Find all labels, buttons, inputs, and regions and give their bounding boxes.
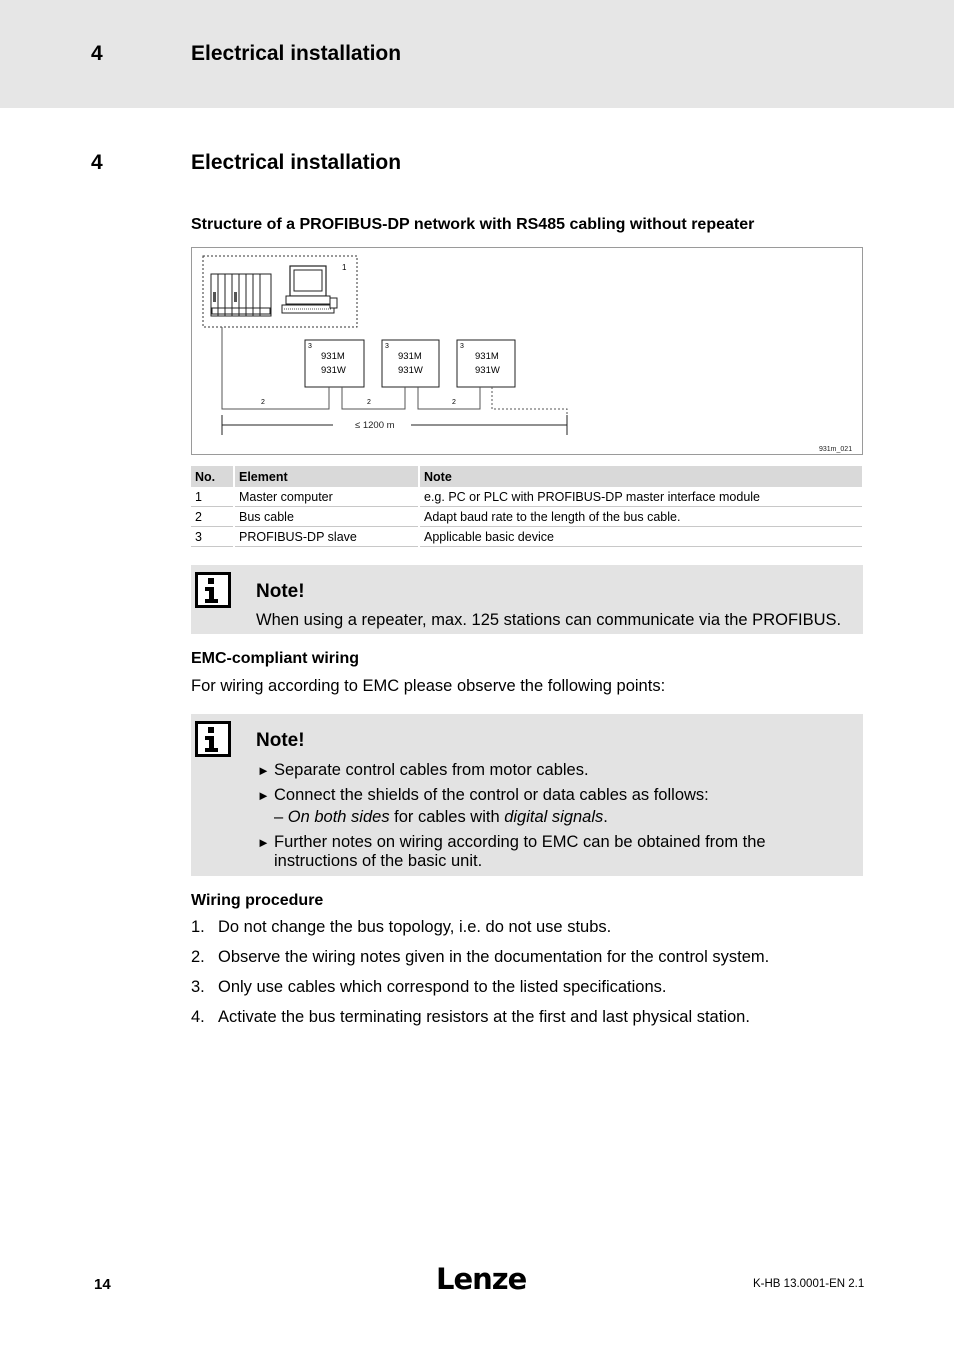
bullet-text: Further notes on wiring according to EMC can be obtained from the instructions of the basic unit. — [274, 833, 766, 870]
header-chapter-title: Electrical installation — [191, 42, 402, 65]
slave-label: 3 — [308, 343, 312, 350]
table-cell: Adapt baud rate to the length of the bus cable. — [419, 507, 863, 527]
slave-line1: 931M — [398, 351, 422, 362]
table-row — [191, 527, 863, 547]
legend-table — [191, 466, 864, 547]
arrow-icon: ► — [257, 835, 270, 850]
slave-3 — [457, 340, 515, 387]
header-chapter-number: 4 — [91, 42, 103, 65]
info-icon — [195, 721, 231, 757]
slave-line1: 931M — [321, 351, 345, 362]
master-label: 1 — [342, 263, 347, 272]
arrow-icon: ► — [257, 763, 270, 778]
emc-heading: EMC-compliant wiring — [191, 650, 359, 667]
emc-intro: For wiring according to EMC please observe the following points: — [191, 677, 666, 695]
slave-1 — [305, 340, 364, 387]
length-label: ≤ 1200 m — [355, 420, 395, 431]
note-title: Note! — [256, 730, 305, 751]
table-header-cell: No. — [191, 466, 234, 487]
emphasis-text: digital signals — [504, 808, 604, 826]
table-row — [191, 507, 863, 527]
step-number: 3. — [191, 978, 205, 996]
table-header-row — [191, 466, 863, 487]
note-box-repeater — [191, 565, 863, 634]
emphasis-text: On both sides — [287, 808, 390, 826]
table-cell: Master computer — [234, 487, 419, 507]
cable-label: 2 — [367, 399, 371, 406]
table-cell: 1 — [191, 487, 234, 507]
slave-line1: 931M — [475, 351, 499, 362]
table-cell: 2 — [191, 507, 234, 527]
step-number: 1. — [191, 918, 205, 936]
slave-line2: 931W — [398, 365, 423, 376]
table-row — [191, 487, 863, 507]
step-number: 4. — [191, 1008, 205, 1026]
table-cell: 3 — [191, 527, 234, 547]
table-cell: e.g. PC or PLC with PROFIBUS-DP master interface module — [419, 487, 863, 507]
step-text: Only use cables which correspond to the listed specifications. — [218, 978, 667, 996]
page-number: 14 — [94, 1276, 111, 1293]
header-band — [0, 0, 954, 108]
info-icon — [195, 572, 231, 608]
pc-icon — [282, 266, 337, 313]
step-text: Do not change the bus topology, i.e. do not use stubs. — [218, 918, 612, 936]
cable-label: 2 — [261, 399, 265, 406]
plc-icon — [211, 274, 271, 316]
table-header-cell: Note — [419, 466, 863, 487]
table-cell: Bus cable — [234, 507, 419, 527]
figure-id: 931m_021 — [819, 446, 853, 453]
wiring-heading: Wiring procedure — [191, 892, 324, 909]
step-number: 2. — [191, 948, 205, 966]
section-title: Electrical installation — [191, 151, 402, 174]
slave-label: 3 — [385, 343, 389, 350]
section-number: 4 — [91, 151, 103, 174]
bullet-subtext: – On both sides for cables with digital signals. — [274, 808, 608, 826]
lenze-logo: Lenze — [436, 1262, 527, 1296]
arrow-icon: ► — [257, 788, 270, 803]
note-title: Note! — [256, 581, 305, 602]
slave-label: 3 — [460, 343, 464, 350]
bullet-text: Connect the shields of the control or data cables as follows: — [274, 786, 709, 804]
cable-label: 2 — [452, 399, 456, 406]
note-box-emc — [191, 714, 863, 876]
bullet-text: Separate control cables from motor cables. — [274, 761, 589, 779]
step-text: Activate the bus terminating resistors at the first and last physical station. — [218, 1008, 750, 1026]
table-cell: PROFIBUS-DP slave — [234, 527, 419, 547]
slave-line2: 931W — [321, 365, 346, 376]
network-diagram — [191, 247, 863, 455]
slave-line2: 931W — [475, 365, 500, 376]
figure-title: Structure of a PROFIBUS-DP network with RS485 cabling without repeater — [191, 216, 755, 233]
document-id: K-HB 13.0001-EN 2.1 — [753, 1278, 865, 1290]
step-text: Observe the wiring notes given in the documentation for the control system. — [218, 948, 770, 966]
slave-2 — [382, 340, 439, 387]
table-header-cell: Element — [234, 466, 419, 487]
table-cell: Applicable basic device — [419, 527, 863, 547]
note-text: When using a repeater, max. 125 stations can communicate via the PROFIBUS. — [256, 611, 842, 629]
